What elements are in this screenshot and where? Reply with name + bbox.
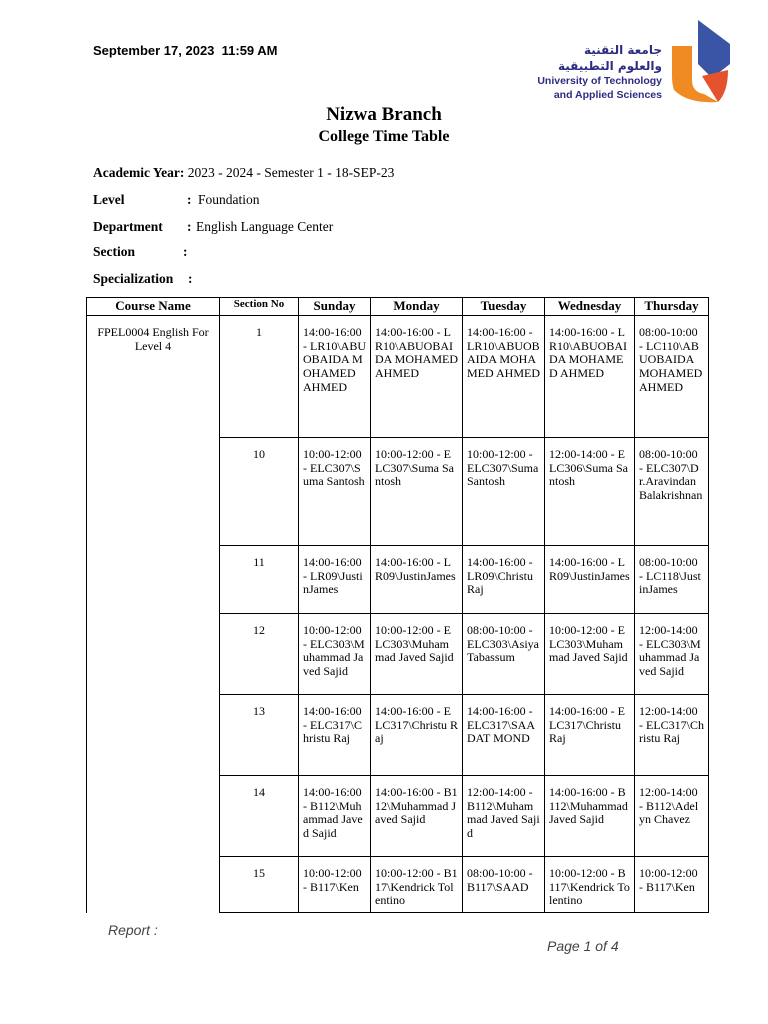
- sunday-cell: 14:00-16:00 - LR09\JustinJames: [299, 546, 371, 614]
- thursday-cell: 08:00-10:00 - LC118\JustinJames: [635, 546, 709, 614]
- thursday-cell: 12:00-14:00 - B112\Adelyn Chavez: [635, 776, 709, 857]
- section-no-cell: 15: [220, 857, 299, 913]
- col-course-name: Course Name: [87, 298, 220, 316]
- logo-arabic-line1: جامعة التقنية: [583, 43, 662, 57]
- monday-cell: 14:00-16:00 - LR09\JustinJames: [371, 546, 463, 614]
- timetable: [86, 297, 709, 913]
- col-sunday: Sunday: [299, 298, 371, 316]
- col-thursday: Thursday: [635, 298, 709, 316]
- department-colon: :: [187, 219, 192, 234]
- tuesday-cell: 14:00-16:00 - LR10\ABUOBAIDA MOHAMED AHMED: [463, 316, 545, 438]
- sunday-cell: 10:00-12:00 - ELC307\Suma Santosh: [299, 438, 371, 546]
- wednesday-cell: 10:00-12:00 - B117\Kendrick Tolentino: [545, 857, 635, 913]
- wednesday-cell: 14:00-16:00 - B112\Muhammad Javed Sajid: [545, 776, 635, 857]
- page-number: Page 1 of 4: [547, 938, 619, 954]
- university-emblem-icon: [668, 20, 734, 104]
- col-wednesday: Wednesday: [545, 298, 635, 316]
- academic-year-label: Academic Year:: [93, 165, 185, 180]
- section-no-cell: 13: [220, 695, 299, 776]
- tuesday-cell: 14:00-16:00 - ELC317\SAADAT MOND: [463, 695, 545, 776]
- specialization-line: [93, 271, 193, 287]
- section-label: Section: [93, 244, 135, 259]
- thursday-cell: 10:00-12:00 - B117\Ken: [635, 857, 709, 913]
- tuesday-cell: 08:00-10:00 - B117\SAAD: [463, 857, 545, 913]
- academic-year-line: [93, 165, 394, 181]
- col-tuesday: Tuesday: [463, 298, 545, 316]
- tuesday-cell: 08:00-10:00 - ELC303\Asiya Tabassum: [463, 614, 545, 695]
- report-label: Report :: [108, 922, 158, 938]
- monday-cell: 14:00-16:00 - B112\Muhammad Javed Sajid: [371, 776, 463, 857]
- logo-arabic-line2: والعلوم التطبيقية: [557, 59, 662, 73]
- level-line: [93, 192, 260, 208]
- department-line: [93, 219, 334, 235]
- academic-year-value: 2023 - 2024 - Semester 1 - 18-SEP-23: [187, 165, 395, 180]
- wednesday-cell: 10:00-12:00 - ELC303\Muhammad Javed Sajid: [545, 614, 635, 695]
- col-section-no: Section No: [220, 298, 299, 316]
- level-colon: :: [187, 192, 192, 207]
- thursday-cell: 08:00-10:00 - LC110\ABUOBAIDA MOHAMED AHMED: [635, 316, 709, 438]
- section-no-cell: 10: [220, 438, 299, 546]
- level-value: Foundation: [198, 192, 260, 207]
- university-logo: [528, 20, 743, 104]
- monday-cell: 14:00-16:00 - LR10\ABUOBAIDA MOHAMED AHMED: [371, 316, 463, 438]
- tuesday-cell: 12:00-14:00 - B112\Muhammad Javed Sajid: [463, 776, 545, 857]
- sunday-cell: 14:00-16:00 - LR10\ABUOBAIDA MOHAMED AHMED: [299, 316, 371, 438]
- thursday-cell: 12:00-14:00 - ELC303\Muhammad Javed Sajid: [635, 614, 709, 695]
- sunday-cell: 14:00-16:00 - B112\Muhammad Javed Sajid: [299, 776, 371, 857]
- wednesday-cell: 12:00-14:00 - ELC306\Suma Santosh: [545, 438, 635, 546]
- wednesday-cell: 14:00-16:00 - LR10\ABUOBAIDA MOHAMED AHMED: [545, 316, 635, 438]
- specialization-label: Specialization: [93, 271, 174, 286]
- department-label: Department: [93, 219, 163, 234]
- thursday-cell: 12:00-14:00 - ELC317\Christu Raj: [635, 695, 709, 776]
- wednesday-cell: 14:00-16:00 - LR09\JustinJames: [545, 546, 635, 614]
- section-colon: :: [183, 244, 188, 259]
- monday-cell: 10:00-12:00 - ELC307\Suma Santosh: [371, 438, 463, 546]
- timetable-title: College Time Table: [318, 128, 450, 145]
- sunday-cell: 10:00-12:00 - B117\Ken: [299, 857, 371, 913]
- wednesday-cell: 14:00-16:00 - ELC317\Christu Raj: [545, 695, 635, 776]
- sunday-cell: 10:00-12:00 - ELC303\Muhammad Javed Sajid: [299, 614, 371, 695]
- section-no-cell: 1: [220, 316, 299, 438]
- monday-cell: 10:00-12:00 - B117\Kendrick Tolentino: [371, 857, 463, 913]
- logo-text: [528, 42, 662, 102]
- logo-english-line2: and Applied Sciences: [553, 89, 662, 101]
- table-header-row: [87, 298, 709, 316]
- section-no-cell: 11: [220, 546, 299, 614]
- specialization-colon: :: [188, 271, 193, 286]
- section-no-cell: 14: [220, 776, 299, 857]
- tuesday-cell: 10:00-12:00 - ELC307\Suma Santosh: [463, 438, 545, 546]
- monday-cell: 14:00-16:00 - ELC317\Christu Raj: [371, 695, 463, 776]
- branch-title: Nizwa Branch: [326, 104, 442, 125]
- level-label: Level: [93, 192, 125, 207]
- sunday-cell: 14:00-16:00 - ELC317\Christu Raj: [299, 695, 371, 776]
- section-line: [93, 244, 188, 260]
- thursday-cell: 08:00-10:00 - ELC307\Dr.Aravindan Balakrishnan: [635, 438, 709, 546]
- print-datetime: September 17, 2023 11:59 AM: [93, 43, 278, 58]
- section-no-cell: 12: [220, 614, 299, 695]
- course-name-cell: FPEL0004 English For Level 4: [87, 316, 220, 913]
- table-row: [87, 316, 709, 438]
- department-value: English Language Center: [196, 219, 334, 234]
- tuesday-cell: 14:00-16:00 - LR09\Christu Raj: [463, 546, 545, 614]
- monday-cell: 10:00-12:00 - ELC303\Muhammad Javed Sajid: [371, 614, 463, 695]
- col-monday: Monday: [371, 298, 463, 316]
- logo-english-line1: University of Technology: [537, 75, 662, 87]
